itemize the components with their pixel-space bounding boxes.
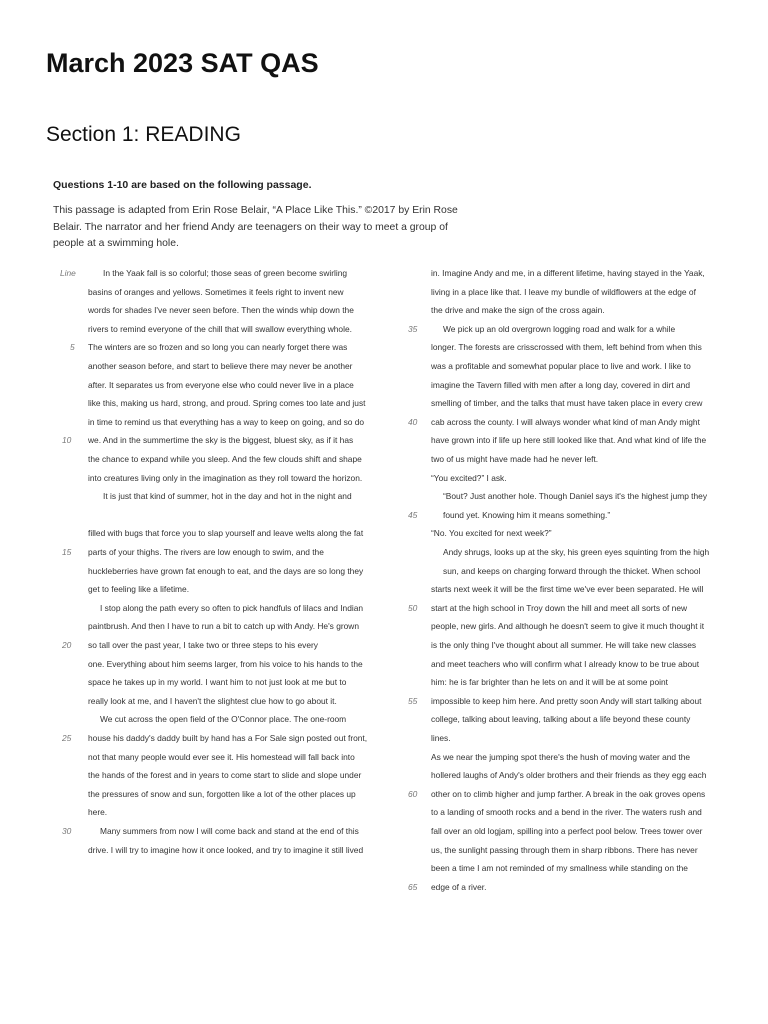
- passage-line: cab across the county. I will always wonder what kind of man Andy might: [431, 416, 700, 427]
- line-number: 45: [408, 509, 418, 520]
- passage-line: him: he is far brighter than he lets on and it will be at some point: [431, 677, 668, 688]
- line-number: 20: [62, 640, 72, 650]
- passage-line: we. And in the summertime the sky is the biggest, bluest sky, as if it has: [88, 435, 354, 446]
- passage-intro: [53, 203, 458, 253]
- passage-line: rivers to remind everyone of the chill that will swallow everything whole.: [88, 323, 352, 334]
- passage-line: impossible to keep him here. And pretty soon Andy will start talking about: [431, 695, 702, 706]
- line-number: 65: [408, 881, 418, 892]
- line-label: Line: [60, 268, 76, 278]
- passage-line: Andy shrugs, looks up at the sky, his green eyes squinting from the high: [443, 547, 710, 557]
- line-number: 35: [408, 323, 418, 334]
- passage-line: lines.: [431, 733, 451, 743]
- line-number: 55: [408, 695, 418, 706]
- passage-line: in time to remind us that everything has a way to keep on going, and so do: [88, 416, 365, 427]
- passage-line: the chance to expand while you sleep. And the few clouds shift and shape: [88, 454, 362, 464]
- passage-line: fall over an old logjam, spilling into a perfect pool below. Trees tower over: [431, 826, 703, 836]
- passage-line: the hands of the forest and in years to come start to slide and slope under: [88, 770, 362, 781]
- passage-line: really look at me, and I haven't the slightest clue how to go about it.: [88, 695, 337, 706]
- passage-line: It is just that kind of summer, hot in the day and hot in the night and: [103, 491, 352, 502]
- passage-line: in. Imagine Andy and me, in a different lifetime, having stayed in the Yaak,: [431, 268, 705, 278]
- page-title: March 2023 SAT QAS: [46, 48, 319, 78]
- passage-line: here.: [88, 807, 108, 818]
- passage-line: sun, and keeps on charging forward through the thicket. When school: [443, 565, 701, 576]
- passage-line: As we near the jumping spot there's the hush of moving water and the: [431, 751, 691, 762]
- passage-line: paintbrush. And then I have to run a bit to catch up with Andy. He's grown: [88, 621, 360, 632]
- passage-line: been a time I am not reminded of my smallness while standing on the: [431, 863, 688, 874]
- passage-line: “You excited?” I ask.: [431, 472, 507, 483]
- passage-line: living in a place like that. I leave my bundle of wildflowers at the edge of: [431, 286, 696, 297]
- passage-line: “Bout? Just another hole. Though Daniel says it's the highest jump they: [443, 491, 708, 502]
- passage-line: into creatures living only in the imagination as they roll toward the horizon.: [88, 472, 363, 483]
- passage-line: Many summers from now I will come back and stand at the end of this: [100, 826, 359, 836]
- passage-line: starts next week it will be the first time we've ever been separated. He will: [431, 584, 704, 595]
- line-number: 10: [62, 435, 72, 446]
- passage-line: “No. You excited for next week?”: [431, 528, 552, 539]
- passage-line: have grown into if life up here still looked like that. And what kind of life the: [431, 435, 707, 446]
- passage-line: start at the high school in Troy down the hill and meet all sorts of new: [431, 602, 688, 613]
- passage-line: people, new girls. And although he doesn't seem to give it much thought it: [431, 621, 705, 632]
- passage-line: filled with bugs that force you to slap yourself and leave welts along the fat: [88, 528, 364, 539]
- intro-line: Belair. The narrator and her friend Andy are teenagers on their way to meet a group of: [53, 221, 448, 233]
- passage-line: smelling of timber, and the talks that must have taken place in every crew: [431, 398, 703, 409]
- line-number: 60: [408, 788, 418, 799]
- passage-line: The winters are so frozen and so long you can nearly forget there was: [88, 342, 348, 353]
- passage-line: edge of a river.: [431, 881, 487, 892]
- passage-line: not that many people would ever see it. His homestead will fall back into: [88, 751, 355, 762]
- passage-line: one. Everything about him seems larger, from his voice to his hands to the: [88, 658, 363, 669]
- passage-line: parts of your thighs. The rivers are low enough to swim, and the: [88, 547, 324, 557]
- passage-line: is the only thing I've thought about all summer. He will take new classes: [431, 640, 697, 650]
- passage-line: two of us might have made had he never left.: [431, 454, 599, 464]
- passage-line: house his daddy's daddy built by hand has a For Sale sign posted out front,: [88, 733, 368, 743]
- line-number: 50: [408, 602, 418, 613]
- line-number: 5: [70, 342, 75, 353]
- passage-line: us, the sunlight passing through them in sharp ribbons. There has never: [431, 844, 698, 855]
- passage-line: We cut across the open field of the O'Connor place. The one-room: [100, 714, 347, 725]
- passage-line: get to feeling like a lifetime.: [88, 584, 190, 595]
- questions-header: Questions 1-10 are based on the following passage.: [53, 179, 312, 191]
- intro-line: people at a swimming hole.: [53, 238, 179, 249]
- passage-line: words for shades I've never seen before. Then the winds whip down the: [88, 305, 354, 316]
- passage-line: like this, making us hard, strong, and proud. Spring comes too late and just: [88, 398, 366, 409]
- passage-line: the pressures of snow and sun, forgotten like a lot of the other places up: [88, 788, 356, 799]
- passage-line: another season before, and start to believe there may never be another: [88, 361, 353, 371]
- passage-line: basins of oranges and yellows. Sometimes it feels right to invent new: [88, 286, 344, 297]
- line-number: 40: [408, 416, 418, 427]
- line-number: 30: [62, 826, 72, 836]
- passage-line: other on to climb higher and jump farther. A break in the oak groves opens: [431, 788, 706, 799]
- line-number: 25: [62, 733, 72, 743]
- passage-line: college, talking about leaving, talking about a life beyond these county: [431, 714, 691, 725]
- passage-line: huckleberries have grown fat enough to eat, and the days are so long they: [88, 565, 364, 576]
- passage-line: so tall over the past year, I take two or three steps to his every: [88, 640, 318, 650]
- passage-line: found yet. Knowing him it means something.”: [443, 509, 611, 520]
- passage-line: We pick up an old overgrown logging road and walk for a while: [443, 323, 676, 334]
- intro-line: This passage is adapted from Erin Rose Belair, “A Place Like This.” ©2017 by Erin Rose: [53, 205, 458, 216]
- line-number: 15: [62, 547, 72, 557]
- passage-line: and meet teachers who will confirm what I already know to be true about: [431, 658, 700, 669]
- passage-line: space he takes up in my world. I want him to not just look at me but to: [88, 677, 347, 688]
- passage-line: the drive and make the sign of the cross again.: [431, 305, 605, 316]
- passage-line: to a landing of smooth rocks and a bend in the river. The waters rush and: [431, 807, 702, 818]
- passage-line: In the Yaak fall is so colorful; those seas of green become swirling: [103, 268, 348, 278]
- passage-line: drive. I will try to imagine how it once looked, and try to imagine it still lived: [88, 844, 364, 855]
- passage-line: longer. The forests are crisscrossed with them, left behind from when this: [431, 342, 702, 353]
- section-heading: Section 1: READING: [46, 123, 241, 146]
- passage-line: after. It separates us from everyone else who could never live in a place: [88, 379, 354, 390]
- passage-line: imagine the Tavern filled with men after a long day, covered in dirt and: [431, 379, 690, 390]
- passage-line: was a profitable and somewhat popular place to live and work. I like to: [431, 361, 691, 371]
- passage-line: hollered laughs of Andy's older brothers and their friends as they egg each: [431, 770, 707, 781]
- passage-line: I stop along the path every so often to pick handfuls of lilacs and Indian: [100, 602, 364, 613]
